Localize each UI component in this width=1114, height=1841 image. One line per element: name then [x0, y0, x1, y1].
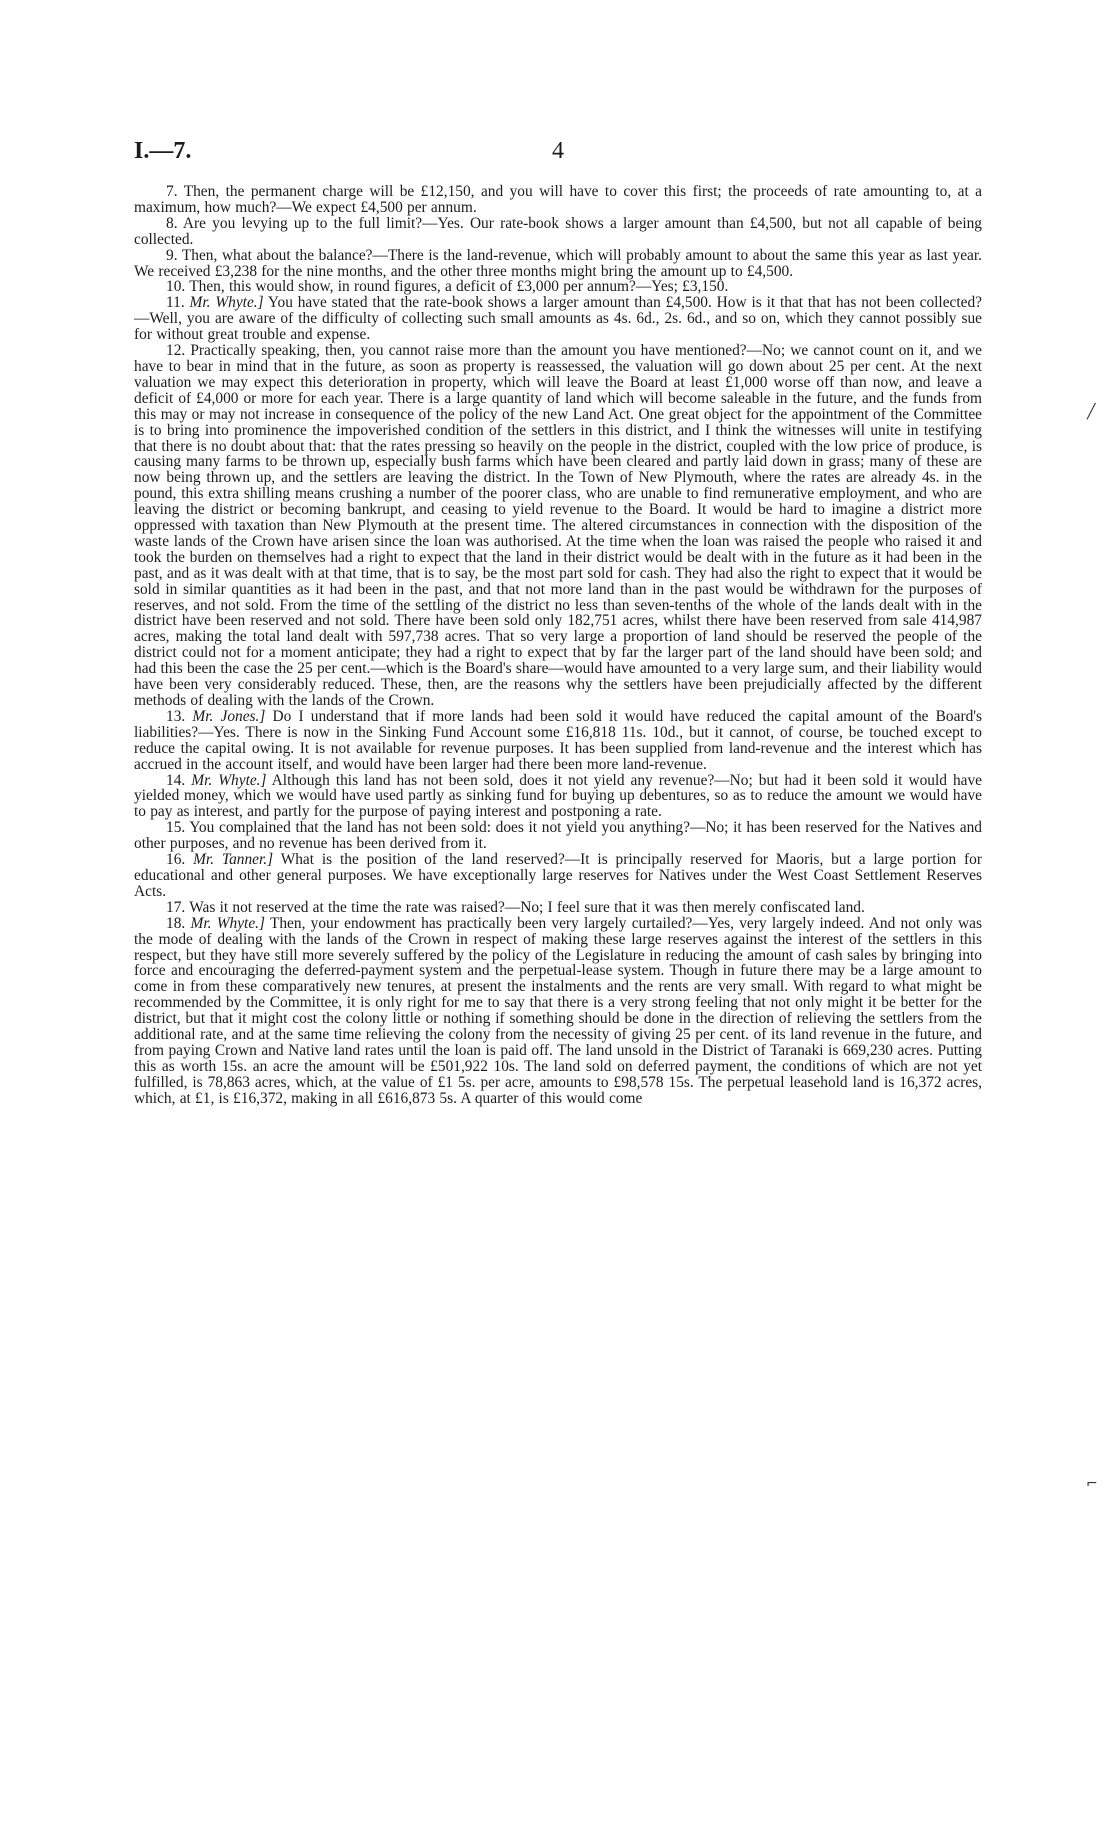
paragraph-7	[134, 184, 982, 216]
paragraph-text: Then, your endowment has practically been very largely curtailed?—Yes, very largely indeed. And not only was the mode of dealing with the lands of the Crown in respect of making these large reserves against the interest of the settlers in this respect, but they have still more severely suffered by the policy of the Legislature in reducing the amount of cash sales by bringing into force and encouraging the deferred-payment system and the perpetual-lease system. Though in future there may be a large amount to come in from these comparatively new tenures, at present the instalments and the rents are very small. With regard to what might be recommended by the Committee, it is only right for me to say that there is a very strong feeling that not only might it be better for the district, but that it might cost the colony little or nothing if something should be done in the direction of relieving the settlers from the additional rate, and at the same time relieving the colony from the necessity of giving 25 per cent. of its land revenue in the future, and from paying Crown and Native land rates until the loan is paid off. The land unsold in the District of Taranaki is 669,230 acres. Putting this as worth 15s. an acre the amount will be £501,922 10s. The land sold on deferred payment, the conditions of which are not yet fulfilled, is 78,863 acres, which, at the value of £1 5s. per acre, amounts to £98,578 15s. The perpetual leasehold land is 16,372 acres, which, at £1, is £16,372, making in all £616,873 5s. A quarter of this would come	[134, 914, 982, 1107]
speaker-name: Mr. Jones.]	[192, 707, 266, 725]
paragraph-text: You complained that the land has not been sold: does it not yield you anything?—No; it has been reserved for the Natives and other purposes, and no revenue has been derived from it.	[134, 819, 982, 853]
paragraph-number: 10.	[166, 278, 186, 296]
paragraph-14	[134, 773, 982, 821]
paragraph-text: You have stated that the rate-book shows a larger amount than £4,500. How is it that that has not been collected?—Well, you are aware of the difficulty of collecting such small amounts as 4s. 6d., 2s. 6d., and so on, which they cannot possibly sue for without great trouble and expense.	[134, 294, 982, 344]
paragraph-number: 9.	[166, 246, 178, 264]
paragraph-number: 7.	[166, 183, 178, 200]
page-number: 4	[552, 138, 564, 164]
paragraph-number: 11.	[166, 294, 185, 312]
speaker-name: Mr. Whyte.]	[190, 914, 265, 932]
speaker-name: Mr. Tanner.]	[193, 851, 274, 869]
paragraph-number: 12.	[166, 342, 186, 360]
paragraph-text: Then, what about the balance?—There is the land-revenue, which will probably amount to about the same this year as last year. We received £3,238 for the nine months, and the other three months might bring the amount up to £4,500.	[134, 246, 982, 280]
paragraph-8	[134, 216, 982, 248]
paragraph-text: What is the position of the land reserved?—It is principally reserved for Maoris, but a large portion for educational and other general purposes. We have exceptionally large reserves for Natives under the West Coast Settlement Reserves Acts.	[134, 851, 982, 900]
paragraph-number: 16.	[166, 851, 186, 869]
paragraph-text: Practically speaking, then, you cannot raise more than the amount you have mentioned?—No; we cannot count on it, and we have to bear in mind that in the future, as soon as property is reassessed, the valuation will go down about 25 per cent. At the next valuation we may expect this deterioration in property, which will leave the Board at least £1,000 worse off than now, and leave a deficit of £4,000 or more for each year. There is a large quantity of land which will become saleable in the future, and the funds from this may or may not increase in consequence of the policy of the new Land Act. One great object for the appointment of the Committee is to bring into prominence the impoverished condition of the settlers in this district, and I think the witnesses will unite in testifying that there is no doubt about that: that the rates pressing so heavily on the people in the district, coupled with the low price of produce, is causing many farms to be thrown up, especially bush farms which have been cleared and partly laid down in grass; many of these are now being thrown up, and the settlers are leaving the district. In the Town of New Plymouth, where the rates are already 4s. in the pound, this extra shilling means crushing a number of the poorer class, who are unable to find remunerative employment, and who are leaving the district or becoming bankrupt, and ceasing to yield revenue to the Board. It would be hard to imagine a district more oppressed with taxation than New Plymouth at the present time. The altered circumstances in connection with the disposition of the waste lands of the Crown have arisen since the loan was authorised. At the time when the loan was raised the people who raised it and took the burden on themselves had a right to expect that the land in their district would be dealt with in the future as it had been in the past, and as it was dealt with at that time, that is to say, be the most part sold for cash. They had also the right to expect that it would be sold in similar quantities as it had been in the past, and that not more land than in the past would be withdrawn for the purposes of reserves, and not sold. From the time of the settling of the district no less than seven-tenths of the whole of the lands dealt with in the district have been reserved and not sold. There have been sold only 182,751 acres, whilst there have been reserved from sale 414,987 acres, making the total land dealt with 597,738 acres. That so very large a proportion of land should be reserved the people of the district could not for a moment anticipate; they had a right to expect that by far the larger part of the land should have been sold; and had this been the case the 25 per cent.—which is the Board's share—would have amounted to a very large sum, and their liability would have been very considerably reduced. These, then, are the reasons why the settlers have been prejudicially affected by the different methods of dealing with the lands of the Crown.	[134, 342, 983, 709]
paragraph-number: 18.	[166, 914, 186, 932]
paragraph-number: 8.	[166, 214, 178, 232]
paragraph-text: Although this land has not been sold, does it not yield any revenue?—No; but had it been sold it would have yielded money, which we would have used partly as sinking fund for buying up debentures, so as to reduce the amount we would have to pay as interest, and partly for the purpose of paying interest and postponing a rate.	[134, 771, 982, 821]
paragraph-12	[134, 343, 982, 709]
speaker-name: Mr. Whyte.]	[189, 294, 264, 312]
paragraph-15	[134, 820, 982, 852]
document-code: I.—7.	[134, 138, 192, 164]
paragraph-16	[134, 852, 982, 900]
margin-tick-mark: ╱	[1087, 404, 1096, 420]
paragraph-9	[134, 248, 982, 280]
paragraph-number: 13.	[166, 707, 186, 725]
paragraph-text: Do I understand that if more lands had been sold it would have reduced the capital amount of the Board's liabilities?—Yes. There is now in the Sinking Fund Account some £16,818 11s. 10d., but it cannot, of course, be touched except to reduce the capital owing. It is not available for revenue purposes. It has been supplied from land-revenue and the interest which has accrued in the account itself, and would have been larger had there been more land-revenue.	[134, 707, 983, 773]
paragraph-18	[134, 916, 982, 1107]
paragraph-17	[134, 900, 982, 916]
margin-arrow-mark: ⌐	[1086, 1476, 1098, 1492]
paragraph-text: Was it not reserved at the time the rate was raised?—No; I feel sure that it was then merely confiscated land.	[189, 898, 865, 916]
paragraph-number: 17.	[166, 898, 186, 916]
paragraph-text: Then, this would show, in round figures, a deficit of £3,000 per annum?—Yes; £3,150.	[189, 278, 729, 296]
paragraph-text: Then, the permanent charge will be £12,150, and you will have to cover this first; the proceeds of rate amounting to, at a maximum, how much?—We expect £4,500 per annum.	[134, 183, 982, 216]
paragraph-13	[134, 709, 982, 773]
paragraph-10	[134, 279, 982, 295]
document-body	[134, 184, 982, 1107]
paragraph-number: 14.	[166, 771, 186, 789]
paragraph-text: Are you levying up to the full limit?—Yes. Our rate-book shows a larger amount than £4,500, but not all capable of being collected.	[134, 214, 982, 248]
paragraph-11	[134, 295, 982, 343]
speaker-name: Mr. Whyte.]	[191, 771, 267, 789]
page-header	[134, 138, 982, 176]
paragraph-number: 15.	[166, 819, 186, 837]
